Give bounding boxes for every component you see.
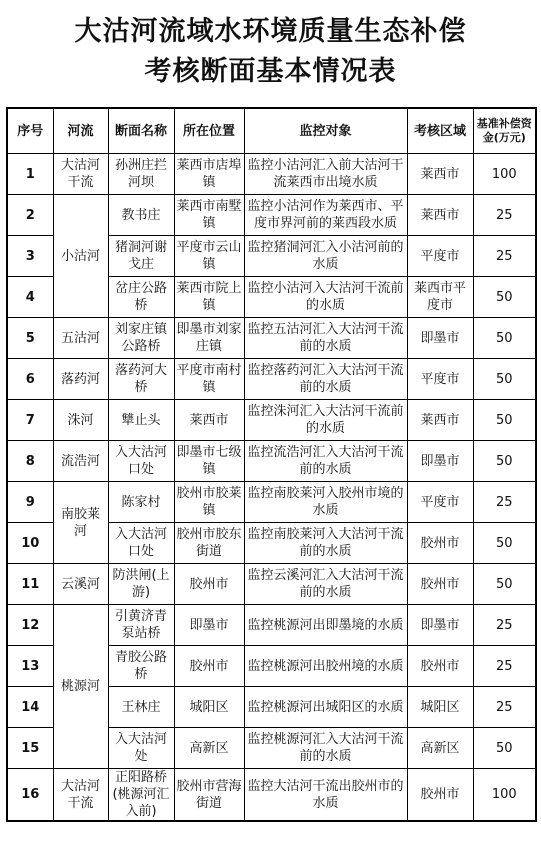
cell-section: 陈家村 bbox=[108, 482, 174, 523]
cell-fund: 50 bbox=[473, 277, 536, 318]
cell-river: 落药河 bbox=[53, 359, 108, 400]
cell-river: 桃源河 bbox=[53, 605, 108, 769]
cell-location: 莱西市 bbox=[174, 400, 244, 441]
cell-index: 9 bbox=[7, 482, 53, 523]
cell-section: 正阳路桥(桃源河汇入前) bbox=[108, 769, 174, 822]
cell-index: 6 bbox=[7, 359, 53, 400]
cell-fund: 50 bbox=[473, 564, 536, 605]
cell-fund: 50 bbox=[473, 400, 536, 441]
cell-section: 孙洲庄拦河坝 bbox=[108, 154, 174, 195]
table-row bbox=[7, 195, 536, 236]
cell-object: 监控云溪河汇入大沽河干流前的水质 bbox=[244, 564, 407, 605]
cell-fund: 50 bbox=[473, 359, 536, 400]
cell-location: 即墨市七级镇 bbox=[174, 441, 244, 482]
header-object: 监控对象 bbox=[244, 108, 407, 154]
header-fund: 基准补偿资金(万元) bbox=[473, 108, 536, 154]
cell-index: 13 bbox=[7, 646, 53, 687]
cell-object: 监控桃源河出即墨境的水质 bbox=[244, 605, 407, 646]
header-index: 序号 bbox=[7, 108, 53, 154]
cell-index: 15 bbox=[7, 728, 53, 769]
cell-object: 监控南胶莱河入胶州市境的水质 bbox=[244, 482, 407, 523]
cell-object: 监控猪洞河汇入小沽河前的水质 bbox=[244, 236, 407, 277]
cell-index: 5 bbox=[7, 318, 53, 359]
cell-section: 落药河大桥 bbox=[108, 359, 174, 400]
cell-object: 监控洙河汇入大沽河干流前的水质 bbox=[244, 400, 407, 441]
page-title: 大沽河流域水环境质量生态补偿 bbox=[74, 16, 467, 47]
page-subtitle: 考核断面基本情况表 bbox=[144, 56, 397, 87]
cell-river: 流浩河 bbox=[53, 441, 108, 482]
table-row bbox=[7, 359, 536, 400]
cell-location: 莱西市院上镇 bbox=[174, 277, 244, 318]
cell-location: 平度市南村镇 bbox=[174, 359, 244, 400]
table-row bbox=[7, 769, 536, 822]
cell-fund: 50 bbox=[473, 523, 536, 564]
cell-index: 16 bbox=[7, 769, 53, 822]
cell-region: 胶州市 bbox=[407, 769, 473, 822]
cell-object: 监控桃源河出城阳区的水质 bbox=[244, 687, 407, 728]
cell-index: 3 bbox=[7, 236, 53, 277]
cell-section: 引黄济青泵站桥 bbox=[108, 605, 174, 646]
cell-location: 即墨市刘家庄镇 bbox=[174, 318, 244, 359]
table-row bbox=[7, 605, 536, 646]
cell-river: 洙河 bbox=[53, 400, 108, 441]
sections-table bbox=[6, 107, 537, 822]
cell-region: 平度市 bbox=[407, 482, 473, 523]
cell-object: 监控五沽河汇入大沽河干流前的水质 bbox=[244, 318, 407, 359]
cell-section: 入大沽河口处 bbox=[108, 523, 174, 564]
cell-location: 莱西市南墅镇 bbox=[174, 195, 244, 236]
cell-fund: 50 bbox=[473, 728, 536, 769]
cell-region: 莱西市 bbox=[407, 400, 473, 441]
cell-index: 10 bbox=[7, 523, 53, 564]
cell-location: 胶州市营海街道 bbox=[174, 769, 244, 822]
cell-fund: 50 bbox=[473, 318, 536, 359]
cell-location: 莱西市店埠镇 bbox=[174, 154, 244, 195]
cell-location: 胶州市 bbox=[174, 646, 244, 687]
cell-river: 南胶莱河 bbox=[53, 482, 108, 564]
cell-region: 胶州市 bbox=[407, 564, 473, 605]
cell-region: 城阳区 bbox=[407, 687, 473, 728]
cell-section: 王林庄 bbox=[108, 687, 174, 728]
cell-region: 莱西市 bbox=[407, 154, 473, 195]
cell-index: 4 bbox=[7, 277, 53, 318]
cell-section: 刘家庄镇公路桥 bbox=[108, 318, 174, 359]
cell-location: 胶州市胶东街道 bbox=[174, 523, 244, 564]
cell-index: 8 bbox=[7, 441, 53, 482]
cell-fund: 25 bbox=[473, 646, 536, 687]
table-row bbox=[7, 318, 536, 359]
cell-fund: 100 bbox=[473, 154, 536, 195]
table-row bbox=[7, 400, 536, 441]
header-region: 考核区域 bbox=[407, 108, 473, 154]
header-location: 所在位置 bbox=[174, 108, 244, 154]
cell-object: 监控桃源河出胶州境的水质 bbox=[244, 646, 407, 687]
cell-section: 青胶公路桥 bbox=[108, 646, 174, 687]
cell-region: 胶州市 bbox=[407, 523, 473, 564]
cell-region: 即墨市 bbox=[407, 605, 473, 646]
cell-index: 12 bbox=[7, 605, 53, 646]
cell-section: 教书庄 bbox=[108, 195, 174, 236]
cell-object: 监控大沽河干流出胶州市的水质 bbox=[244, 769, 407, 822]
cell-fund: 25 bbox=[473, 236, 536, 277]
cell-object: 监控小沽河作为莱西市、平度市界河前的莱西段水质 bbox=[244, 195, 407, 236]
header-section: 断面名称 bbox=[108, 108, 174, 154]
cell-fund: 100 bbox=[473, 769, 536, 822]
cell-index: 1 bbox=[7, 154, 53, 195]
cell-section: 猪洞河谢戈庄 bbox=[108, 236, 174, 277]
cell-location: 胶州市 bbox=[174, 564, 244, 605]
cell-location: 胶州市胶莱镇 bbox=[174, 482, 244, 523]
cell-river: 大沽河干流 bbox=[53, 769, 108, 822]
cell-object: 监控小沽河入大沽河干流前的水质 bbox=[244, 277, 407, 318]
cell-region: 莱西市平度市 bbox=[407, 277, 473, 318]
cell-fund: 50 bbox=[473, 441, 536, 482]
cell-section: 岔庄公路桥 bbox=[108, 277, 174, 318]
cell-fund: 25 bbox=[473, 195, 536, 236]
cell-fund: 25 bbox=[473, 482, 536, 523]
cell-location: 城阳区 bbox=[174, 687, 244, 728]
cell-object: 监控流浩河汇入大沽河干流前的水质 bbox=[244, 441, 407, 482]
cell-object: 监控南胶莱河入大沽河干流前的水质 bbox=[244, 523, 407, 564]
cell-object: 监控落药河汇入大沽河干流前的水质 bbox=[244, 359, 407, 400]
table-row bbox=[7, 482, 536, 523]
cell-location: 平度市云山镇 bbox=[174, 236, 244, 277]
cell-index: 2 bbox=[7, 195, 53, 236]
cell-section: 入大沽河口处 bbox=[108, 441, 174, 482]
cell-index: 14 bbox=[7, 687, 53, 728]
cell-location: 即墨市 bbox=[174, 605, 244, 646]
cell-region: 高新区 bbox=[407, 728, 473, 769]
cell-river: 大沽河干流 bbox=[53, 154, 108, 195]
cell-section: 入大沽河处 bbox=[108, 728, 174, 769]
cell-index: 7 bbox=[7, 400, 53, 441]
cell-fund: 25 bbox=[473, 687, 536, 728]
cell-object: 监控小沽河汇入前大沽河干流莱西市出境水质 bbox=[244, 154, 407, 195]
cell-region: 胶州市 bbox=[407, 646, 473, 687]
cell-region: 莱西市 bbox=[407, 195, 473, 236]
cell-index: 11 bbox=[7, 564, 53, 605]
table-row bbox=[7, 564, 536, 605]
table-row bbox=[7, 441, 536, 482]
cell-section: 犨止头 bbox=[108, 400, 174, 441]
cell-region: 即墨市 bbox=[407, 318, 473, 359]
cell-object: 监控桃源河汇入大沽河干流前的水质 bbox=[244, 728, 407, 769]
cell-fund: 25 bbox=[473, 605, 536, 646]
cell-river: 五沽河 bbox=[53, 318, 108, 359]
cell-region: 即墨市 bbox=[407, 441, 473, 482]
table-header-row bbox=[7, 108, 536, 154]
table-row bbox=[7, 154, 536, 195]
cell-region: 平度市 bbox=[407, 359, 473, 400]
cell-river: 云溪河 bbox=[53, 564, 108, 605]
cell-region: 平度市 bbox=[407, 236, 473, 277]
cell-location: 高新区 bbox=[174, 728, 244, 769]
cell-river: 小沽河 bbox=[53, 195, 108, 318]
cell-section: 防洪闸(上游) bbox=[108, 564, 174, 605]
header-river: 河流 bbox=[53, 108, 108, 154]
